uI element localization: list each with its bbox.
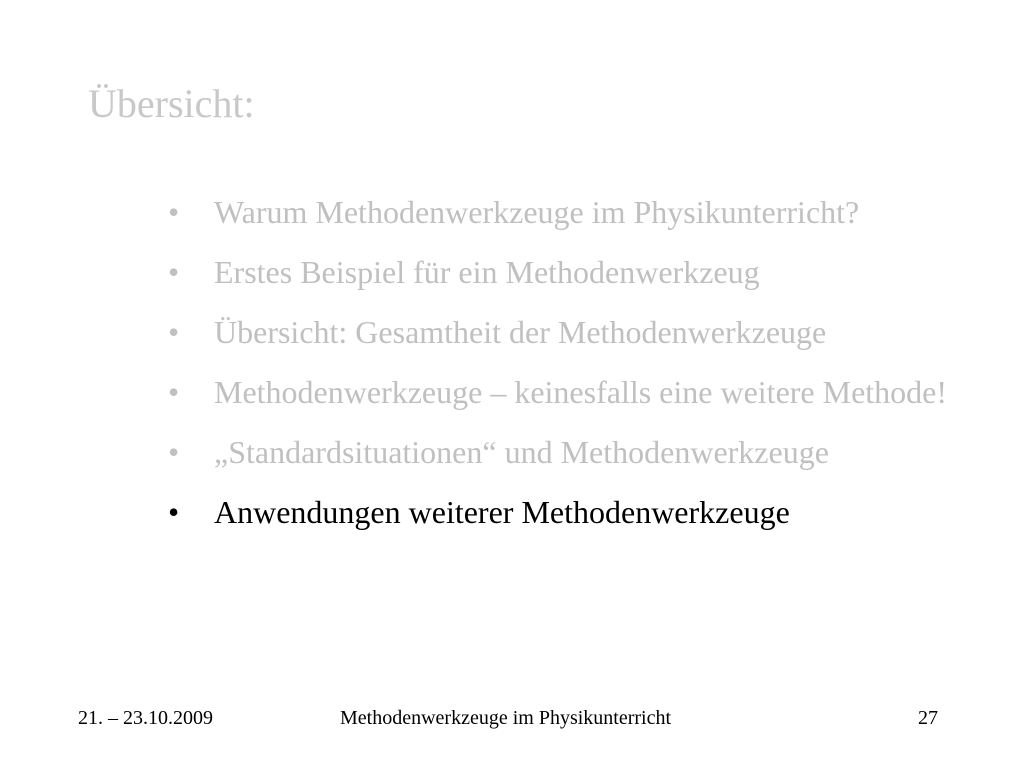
bullet-item [168, 426, 948, 478]
footer-title: Methodenwerkzeuge im Physikunterricht [340, 707, 672, 729]
bullet-icon: • [168, 374, 180, 410]
bullet-text: Methodenwerkzeuge – keinesfalls eine weitere Methode! [214, 374, 948, 410]
footer-date: 21. – 23.10.2009 [78, 707, 213, 729]
bullet-item-current [168, 486, 948, 538]
bullet-icon: • [168, 434, 180, 470]
bullet-item [168, 186, 948, 238]
bullet-text: Anwendungen weiterer Methodenwerkzeuge [214, 494, 790, 530]
bullet-text: „Standardsituationen“ und Methodenwerkzeuge [214, 434, 829, 470]
bullet-text: Warum Methodenwerkzeuge im Physikunterricht? [214, 194, 860, 230]
bullet-text: Erstes Beispiel für ein Methodenwerkzeug [214, 254, 760, 290]
bullet-item [168, 366, 948, 418]
bullet-item [168, 246, 948, 298]
bullet-text: Übersicht: Gesamtheit der Methodenwerkzeuge [214, 314, 827, 350]
bullet-icon: • [168, 194, 180, 230]
bullet-icon: • [168, 254, 180, 290]
bullet-icon: • [168, 494, 180, 530]
bullet-list [168, 186, 948, 546]
page-number: 27 [918, 707, 938, 729]
slide-title: Übersicht: [88, 81, 255, 126]
bullet-icon: • [168, 314, 180, 350]
bullet-item [168, 306, 948, 358]
